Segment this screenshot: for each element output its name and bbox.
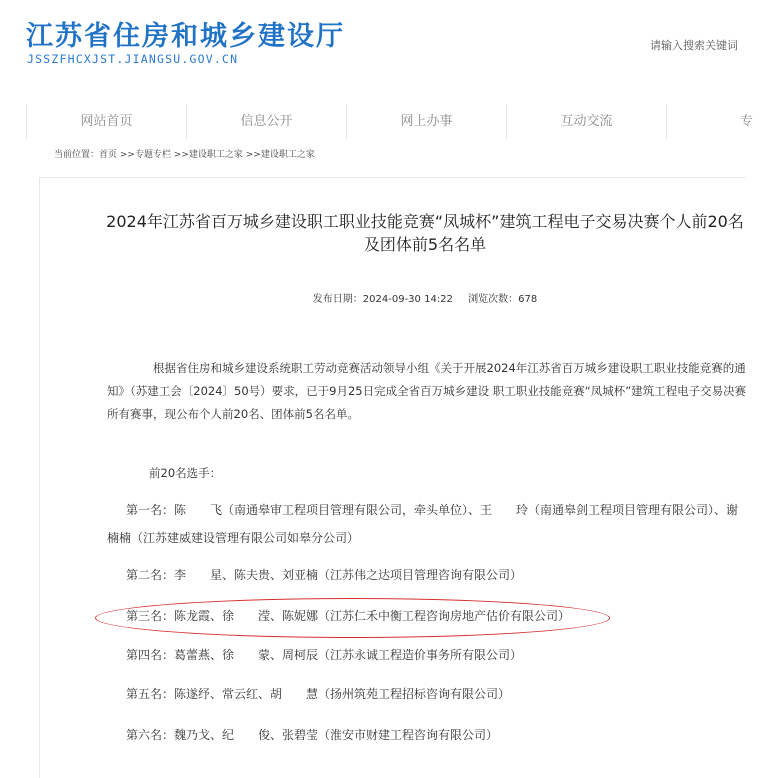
view-count: 浏览次数：678 bbox=[468, 294, 538, 305]
site-domain: JSSZFHCXJST.JIANGSU.GOV.CN bbox=[27, 52, 239, 66]
rank-3: 第三名：陈龙霞、徐 滢、陈妮娜（江苏仁禾中衡工程咨询房地产估价有限公司） bbox=[126, 609, 571, 623]
search-input[interactable]: 请输入搜索关键词 bbox=[650, 39, 738, 52]
publish-date: 发布日期：2024-09-30 14:22 bbox=[312, 294, 453, 305]
nav-special[interactable]: 专 bbox=[666, 104, 778, 140]
rank-1: 第一名：陈 飞（南通皋审工程项目管理有限公司，牵头单位）、王 玲（南通皋剑工程项目管理有限公司）、谢楠楠（江苏建威建设管理有限公司如皋分公司） bbox=[107, 503, 739, 545]
nav-interaction[interactable]: 互动交流 bbox=[506, 104, 666, 140]
rank-6: 第六名：魏乃戈、纪 俊、张碧莹（淮安市财建工程咨询有限公司） bbox=[126, 728, 499, 742]
nav-online-services[interactable]: 网上办事 bbox=[346, 104, 506, 140]
rank-2: 第二名：李 星、陈夫贵、刘亚楠（江苏伟之达项目管理咨询有限公司） bbox=[126, 568, 523, 582]
article-intro: 根据省住房和城乡建设系统职工劳动竞赛活动领导小组《关于开展2024年江苏省百万城乡建设职工职业技能竞赛的通知》（苏建工会〔2024〕50号）要求，已于9月25日完成全省百万城乡建设 职工职业技能竞赛“凤城杯”建筑工程电子交易决赛所有赛事，现公布个人前20名、团体前5名名单。 bbox=[107, 361, 747, 421]
nav-info-disclosure[interactable]: 信息公开 bbox=[186, 104, 346, 140]
rank-5: 第五名：陈遂纾、常云红、胡 慧（扬州筑苑工程招标咨询有限公司） bbox=[126, 687, 511, 701]
rank-4: 第四名：葛蕾燕、徐 蒙、周柯辰（江苏永诚工程造价事务所有限公司） bbox=[126, 648, 523, 662]
nav-home[interactable]: 网站首页 bbox=[26, 104, 186, 140]
site-title[interactable]: 江苏省住房和城乡建设厅 bbox=[26, 21, 345, 52]
main-nav bbox=[26, 104, 778, 140]
article-meta bbox=[100, 290, 750, 305]
article-title: 2024年江苏省百万城乡建设职工职业技能竞赛“凤城杯”建筑工程电子交易决赛个人前20名及团体前5名名单 bbox=[106, 212, 744, 254]
section-heading: 前20名选手： bbox=[149, 466, 222, 480]
breadcrumb[interactable]: 当前位置：首页 >>专题专栏 >>建设职工之家 >>建设职工之家 bbox=[54, 150, 315, 160]
